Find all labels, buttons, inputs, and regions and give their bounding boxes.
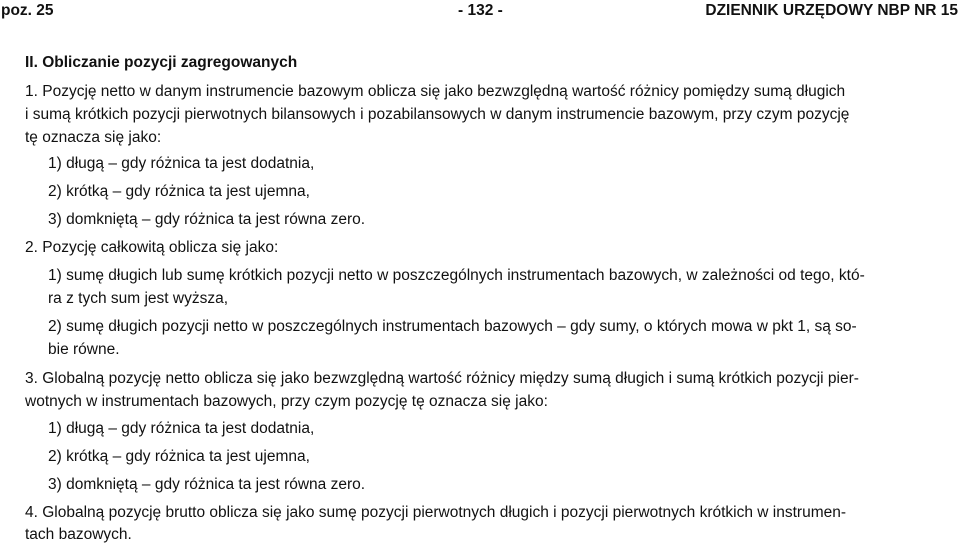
paragraph-1-item-3: 3) domkniętą – gdy różnica ta jest równa zero. bbox=[48, 211, 366, 228]
page-number: - 132 - bbox=[458, 2, 503, 19]
paragraph-1-line-2: i sumą krótkich pozycji pierwotnych bilansowych i pozabilansowych w danym instrumencie bazowym, przy czym pozycję bbox=[25, 106, 850, 123]
paragraph-4-line-2: tach bazowych. bbox=[25, 526, 132, 543]
paragraph-3-item-3: 3) domkniętą – gdy różnica ta jest równa zero. bbox=[48, 476, 366, 493]
paragraph-1-item-2: 2) krótką – gdy różnica ta jest ujemna, bbox=[48, 183, 310, 200]
section-title: II. Obliczanie pozycji zagregowanych bbox=[25, 54, 298, 71]
paragraph-2-line-1: 2. Pozycję całkowitą oblicza się jako: bbox=[25, 239, 279, 256]
paragraph-2-item-1-line-2: ra z tych sum jest wyższa, bbox=[48, 290, 229, 307]
paragraph-2-item-2-line-2: bie równe. bbox=[48, 341, 120, 358]
paragraph-2-item-2-line-1: 2) sumę długich pozycji netto w poszczególnych instrumentach bazowych – gdy sumy, o których mowa w pkt 1, są so- bbox=[48, 318, 857, 335]
paragraph-1-item-1: 1) długą – gdy różnica ta jest dodatnia, bbox=[48, 155, 315, 172]
paragraph-2-item-1-line-1: 1) sumę długich lub sumę krótkich pozycji netto w poszczególnych instrumentach bazowych, w zależności od tego, któ- bbox=[48, 267, 865, 284]
paragraph-3-item-1: 1) długą – gdy różnica ta jest dodatnia, bbox=[48, 420, 315, 437]
paragraph-3-line-2: wotnych w instrumentach bazowych, przy czym pozycję tę oznacza się jako: bbox=[25, 393, 548, 410]
paragraph-3-item-2: 2) krótką – gdy różnica ta jest ujemna, bbox=[48, 448, 310, 465]
paragraph-4-line-1: 4. Globalną pozycję brutto oblicza się jako sumę pozycji pierwotnych długich i pozycji pierwotnych krótkich w instrumen- bbox=[25, 504, 847, 521]
paragraph-1-line-3: tę oznacza się jako: bbox=[25, 129, 162, 146]
paragraph-1-line-1: 1. Pozycję netto w danym instrumencie bazowym oblicza się jako bezwzględną wartość różnicy pomiędzy sumą długich bbox=[25, 83, 846, 100]
journal-title: DZIENNIK URZĘDOWY NBP NR 15 bbox=[705, 2, 958, 19]
paragraph-3-line-1: 3. Globalną pozycję netto oblicza się jako bezwzględną wartość różnicy między sumą długich i sumą krótkich pozycji pier- bbox=[25, 370, 859, 387]
page-header bbox=[0, 0, 960, 22]
page-label: poz. 25 bbox=[1, 2, 54, 19]
